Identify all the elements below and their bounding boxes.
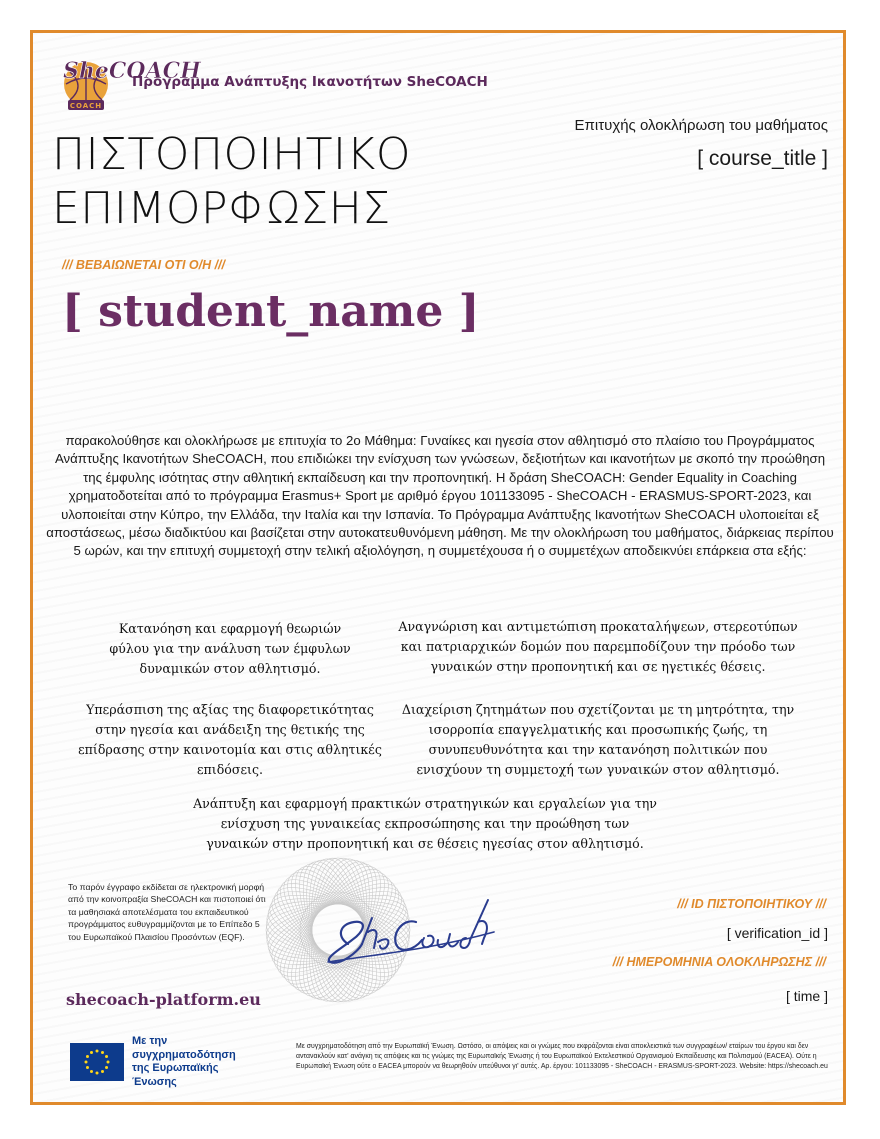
eu-cofunding-label <box>132 1035 266 1089</box>
program-label: Πρόγραμμα Ανάπτυξης Ικανοτήτων SheCOACH <box>132 74 488 90</box>
eu-label-line-1: Με την συγχρηματοδότηση <box>132 1035 236 1061</box>
eu-cofunding-logo <box>70 1035 266 1088</box>
signature <box>318 892 503 976</box>
disclaimer-text: Το παρόν έγγραφο εκδίδεται σε ηλεκτρονική μορφή από την κοινοπραξία SheCOACH και πιστοποιεί ότι τα μαθησιακά αποτελέσματα του εκπαιδευτικού προγράμματος ευθυγραμμίζονται με το Επίπεδο 5 του Ευρωπαϊκού Πλαισίου Προσόντων (EQF). <box>68 882 266 942</box>
logo-wordmark: SheCOACH <box>63 58 201 84</box>
certificate-id-value: [ verification_id ] <box>726 925 828 941</box>
eu-flag-icon <box>70 1043 124 1081</box>
certifies-label: /// ΒΕΒΑΙΩΝΕΤΑΙ ΟΤΙ Ο/Η /// <box>62 258 226 272</box>
svg-text:COACH: COACH <box>69 102 103 110</box>
course-title: [ course_title ] <box>697 147 828 170</box>
competency-item: Ανάπτυξη και εφαρμογή πρακτικών στρατηγικών και εργαλείων για την ενίσχυση της γυναικείας εκπροσώπησης και την προώθηση των γυναικών στην προπονητική και σε θέσεις ηγεσίας στον αθλητισμό. <box>193 796 657 851</box>
certificate-id-label: /// ID ΠΙΣΤΟΠΟΙΗΤΙΚΟΥ /// <box>677 897 826 911</box>
website-link[interactable]: shecoach-platform.eu <box>66 990 261 1009</box>
competency-item: Υπεράσπιση της αξίας της διαφορετικότητας στην ηγεσία και ανάδειξη της θετικής της επίδρασης στην καινοτομία και στις αθλητικές επιδόσεις. <box>78 702 382 777</box>
success-label: Επιτυχής ολοκλήρωση του μαθήματος <box>574 117 828 134</box>
certificate-title <box>52 128 522 236</box>
shecoach-logo <box>60 50 201 116</box>
student-name: [ student_name ] <box>62 286 480 337</box>
funding-note: Με συγχρηματοδότηση από την Ευρωπαϊκή Ένωση. Ωστόσο, οι απόψεις και οι γνώμες που εκφράζονται είναι αποκλειστικά των συγγραφέων/ εταίρων του έργου και δεν αντανακλούν κατ' ανάγκη τις απόψεις και τις γνώμες της Ευρωπαϊκής Ένωσης ή του Ευρωπαϊκού Εκτελεστικού Οργανισμού Εκπαίδευσης και Πολιτισμού (EACEA). Ούτε η Ευρωπαϊκή Ένωση ούτε ο EACEA μπορούν να θεωρηθούν υπεύθυνοι γι' αυτές. Αρ. έργου: 101133095 - SheCOACH - ERASMUS-SPORT-2023. Website: https://shecoach.eu <box>296 1043 828 1071</box>
title-line-1: ΠΙΣΤΟΠΟΙΗΤΙΚΟ <box>52 129 411 180</box>
completion-date-label: /// ΗΜΕΡΟΜΗΝΙΑ ΟΛΟΚΛΗΡΩΣΗΣ /// <box>612 955 826 969</box>
competency-item: Κατανόηση και εφαρμογή θεωριών φύλου για την ανάλυση των έμφυλων δυναμικών στον αθλητισμό. <box>109 621 351 676</box>
body-paragraph: παρακολούθησε και ολοκλήρωσε με επιτυχία το 2ο Μάθημα: Γυναίκες και ηγεσία στον αθλητισμό στο πλαίσιο του Προγράμματος Ανάπτυξης Ικανοτήτων SheCOACH, που επιδιώκει την ενίσχυση των γνώσεων, δεξιοτήτων και ικανοτήτων με σκοπό την προώθηση της έμφυλης ισότητας στην αθλητική εκπαίδευση και την προπονητική. Η δράση SheCOACH: Gender Equality in Coaching χρηματοδοτείται από το πρόγραμμα Erasmus+ Sport με αριθμό έργου 101133095 - SheCOACH - ERASMUS-SPORT-2023, και υλοποιείται στην Κύπρο, την Ελλάδα, την Ιταλία και την Ισπανία. Το Πρόγραμμα Ανάπτυξης Ικανοτήτων SheCOACH υλοποιείται εξ αποστάσεως, μέσω διαδικτύου και βασίζεται στην αυτοκατευθυνόμενη μάθηση. Με την ολοκλήρωση του μαθήματος, διάρκειας περίπου 5 ωρών, και την επιτυχή συμμετοχή στην τελική αξιολόγηση, η συμμετέχουσα ή ο συμμετέχων αποδεικνύει επάρκεια στα εξής: <box>46 433 834 559</box>
competency-item: Διαχείριση ζητημάτων που σχετίζονται με τη μητρότητα, την ισορροπία επαγγελματικής και προσωπικής ζωής, τη συνυπευθυνότητα και την κατανόηση πολιτικών που ενισχύουν τη συμμετοχή των γυναικών στον αθλητισμό. <box>401 702 795 777</box>
completion-date-value: [ time ] <box>785 988 828 1004</box>
competency-item: Αναγνώριση και αντιμετώπιση προκαταλήψεων, στερεοτύπων και πατριαρχικών δομών που παρεμποδίζουν την πρόοδο των γυναικών στην προπονητική και σε ηγετικές θέσεις. <box>398 619 798 674</box>
title-line-2: ΕΠΙΜΟΡΦΩΣΗΣ <box>52 183 391 234</box>
eu-label-line-2: της Ευρωπαϊκής Ένωσης <box>132 1062 219 1088</box>
